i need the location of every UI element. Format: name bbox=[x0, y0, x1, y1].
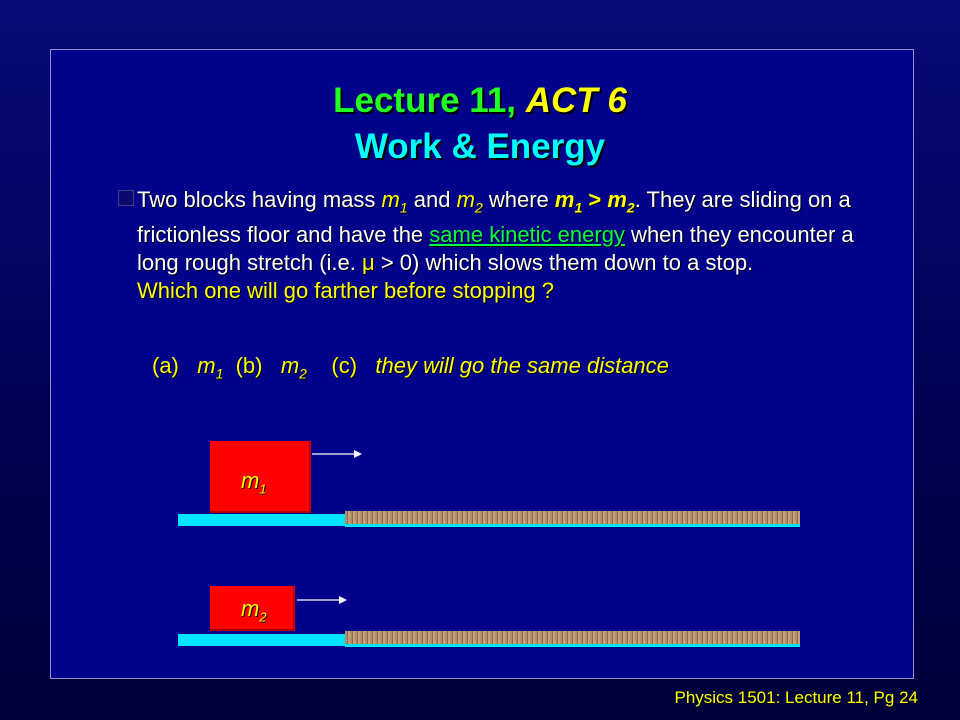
choice-a-label: (a) bbox=[152, 353, 179, 378]
title-lecture: Lecture 11, bbox=[333, 81, 526, 120]
question-text: Two blocks having mass $m_1$ and $m_2$ where $m_1 > m_2$. They are sliding on a frictionless floor and have the same kinetic energy when they encounter a long rough stretch (i.e. μ > 0) which slows them down to a stop. Which one will go farther before stopping ? bbox=[137, 187, 854, 304]
slide-footer: Physics 1501: Lecture 11, Pg 24 bbox=[674, 688, 918, 707]
block-m2-label: $m_2$ bbox=[241, 596, 267, 625]
mu-symbol: μ bbox=[362, 250, 375, 276]
floor-smooth-2 bbox=[178, 634, 346, 646]
velocity-arrow-m2-icon bbox=[297, 594, 347, 606]
choice-c-text: they will go the same distance bbox=[375, 353, 669, 378]
slide-title bbox=[0, 82, 960, 120]
question-prompt: Which one will go farther before stopping ? bbox=[137, 278, 555, 304]
choice-c-label: (c) bbox=[331, 353, 358, 378]
block-m1-label: $m_1$ bbox=[241, 468, 267, 497]
bullet-icon bbox=[118, 190, 134, 206]
floor-rough-2 bbox=[345, 631, 800, 647]
answer-choices: (a) $m_1$ (b) $m_2$ (c) they will go the same distance bbox=[152, 353, 669, 382]
slide-subtitle: Work & Energy bbox=[354, 127, 606, 166]
velocity-arrow-m1-icon bbox=[312, 448, 362, 460]
floor-rough-1 bbox=[345, 511, 800, 527]
choice-b-label: (b) bbox=[235, 353, 263, 378]
floor-smooth-1 bbox=[178, 514, 346, 526]
same-kinetic-energy: same kinetic energy bbox=[429, 222, 625, 248]
title-act: ACT 6 bbox=[525, 81, 627, 120]
